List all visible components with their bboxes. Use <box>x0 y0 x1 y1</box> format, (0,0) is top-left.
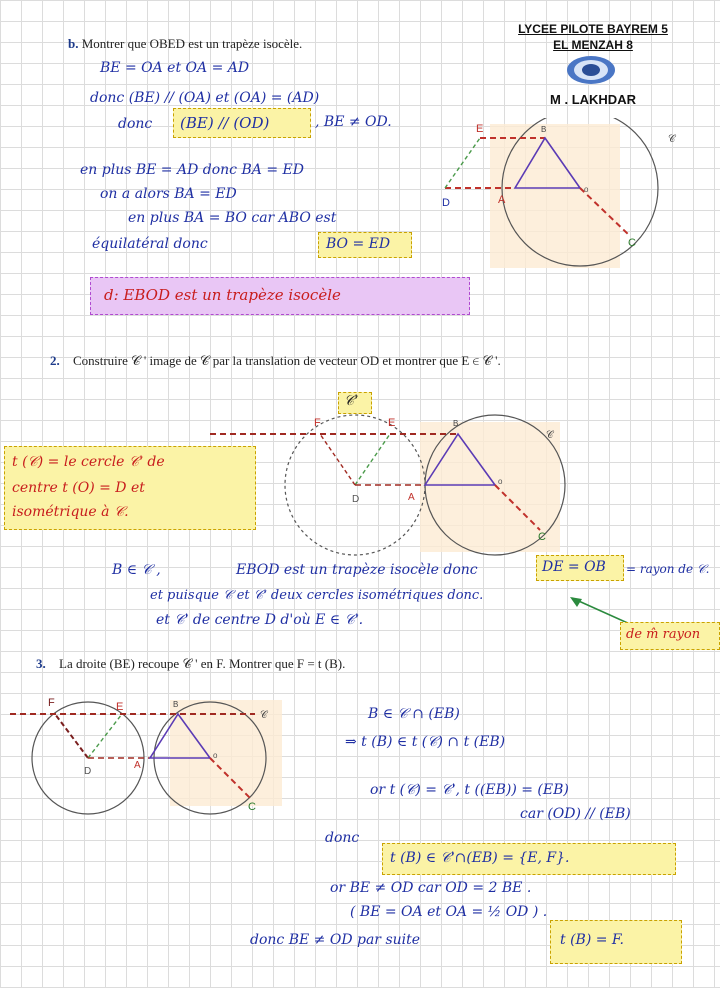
p3-line-5: donc <box>325 830 360 846</box>
fig1-label-D: D <box>442 197 450 209</box>
question-2 <box>50 353 501 369</box>
b-line-1: BE = OA et OA = AD <box>100 60 250 76</box>
question-2-text: Construire 𝒞 ' image de 𝒞 par la translation de vecteur OD et montrer que E ∈ 𝒞 '. <box>73 353 501 368</box>
fig2-label-circle: 𝒞 <box>546 430 554 441</box>
c-prime-tag: 𝒞' <box>344 393 359 409</box>
question-3-label: 3. <box>36 656 46 671</box>
b-line-8: en plus BA = BO car ABO est <box>128 210 337 226</box>
teacher-name: M . LAKHDAR <box>550 92 636 107</box>
fig3-label-D: D <box>84 766 92 777</box>
fig2-label-A: A <box>408 492 415 503</box>
p3-line-2: ⇒ t (B) ∈ t (𝒞) ∩ t (EB) <box>345 734 506 750</box>
b-conclusion: d: EBOD est un trapèze isocèle <box>104 286 341 304</box>
translation-line-1: t (𝒞) = le cercle 𝒞' de <box>12 454 165 470</box>
b-line-9: équilatéral donc <box>92 236 208 252</box>
fig1-label-circle: 𝒞 <box>668 134 676 145</box>
note-text: de m̂ rayon <box>626 627 701 642</box>
p3-line-4: car (OD) // (EB) <box>520 806 631 822</box>
fig3-label-C: C <box>248 801 256 813</box>
fig1-label-O: o <box>584 185 589 194</box>
translation-line-3: isométrique à 𝒞. <box>12 504 129 520</box>
question-b-text: Montrer que OBED est un trapèze isocèle. <box>81 36 303 51</box>
b-line-2: donc (BE) // (OA) et (OA) = (AD) <box>90 90 320 106</box>
fig3-label-B: B <box>173 700 179 709</box>
figure-1 <box>430 118 690 276</box>
fig2-label-F: F <box>314 417 321 429</box>
fig1-label-C: C <box>628 237 636 249</box>
p3-line-7: or BE ≠ OD car OD = 2 BE . <box>330 880 532 896</box>
b-line-6: en plus BE = AD donc BA = ED <box>80 162 304 178</box>
fig2-label-E: E <box>388 417 396 429</box>
p3-line-9: donc BE ≠ OD par suite <box>250 932 421 948</box>
part2-line-2: et puisque 𝒞 et 𝒞' deux cercles isométriques donc. <box>150 588 484 603</box>
part2-line-3: et 𝒞' de centre D d'où E ∈ 𝒞'. <box>156 612 364 628</box>
translation-line-2: centre t (O) = D et <box>12 480 145 496</box>
b-line-3: donc <box>118 116 153 132</box>
question-b-label: b. <box>68 36 79 51</box>
fig3-label-E: E <box>116 701 124 713</box>
part2-line-1-box: DE = OB <box>542 559 606 575</box>
b-line-10: BO = ED <box>326 236 391 252</box>
school-logo <box>565 54 617 86</box>
p3-line-6: t (B) ∈ 𝒞'∩(EB) = {E, F}. <box>390 850 570 866</box>
p3-line-1: B ∈ 𝒞 ∩ (EB) <box>368 706 460 722</box>
p3-line-8: ( BE = OA et OA = ½ OD ) . <box>350 904 548 920</box>
fig1-label-E: E <box>476 123 484 135</box>
b-line-4: (BE) // (OD) <box>180 114 270 132</box>
fig3-label-circle: 𝒞 <box>260 710 268 721</box>
figure-2 <box>200 410 580 558</box>
fig3-label-A: A <box>134 760 141 771</box>
b-line-7: on a alors BA = ED <box>100 186 237 202</box>
question-2-label: 2. <box>50 353 60 368</box>
figure-3 <box>10 694 300 816</box>
school-name-line1: LYCEE PILOTE BAYREM 5 <box>518 22 668 36</box>
b-line-5: , BE ≠ OD. <box>315 114 392 130</box>
fig2-label-O: o <box>498 477 503 486</box>
fig3-label-O: o <box>213 751 218 760</box>
fig1-label-B: B <box>541 125 547 134</box>
part2-line-1b: EBOD est un trapèze isocèle donc <box>236 562 478 578</box>
part2-line-1c: = rayon de 𝒞. <box>626 562 710 576</box>
question-b <box>68 36 302 52</box>
fig3-label-F: F <box>48 697 55 709</box>
fig2-label-B: B <box>453 419 459 428</box>
fig1-label-A: A <box>498 194 506 206</box>
p3-line-3: or t (𝒞) = 𝒞', t ((EB)) = (EB) <box>370 782 569 798</box>
fig2-label-C: C <box>538 531 546 543</box>
part2-line-1a: B ∈ 𝒞 , <box>112 562 161 578</box>
p3-line-10: t (B) = F. <box>560 932 624 948</box>
fig2-label-D: D <box>352 494 360 505</box>
question-3-text: La droite (BE) recoupe 𝒞 ' en F. Montrer que F = t (B). <box>59 656 346 671</box>
school-name-line2: EL MENZAH 8 <box>553 38 633 52</box>
question-3 <box>36 656 345 672</box>
